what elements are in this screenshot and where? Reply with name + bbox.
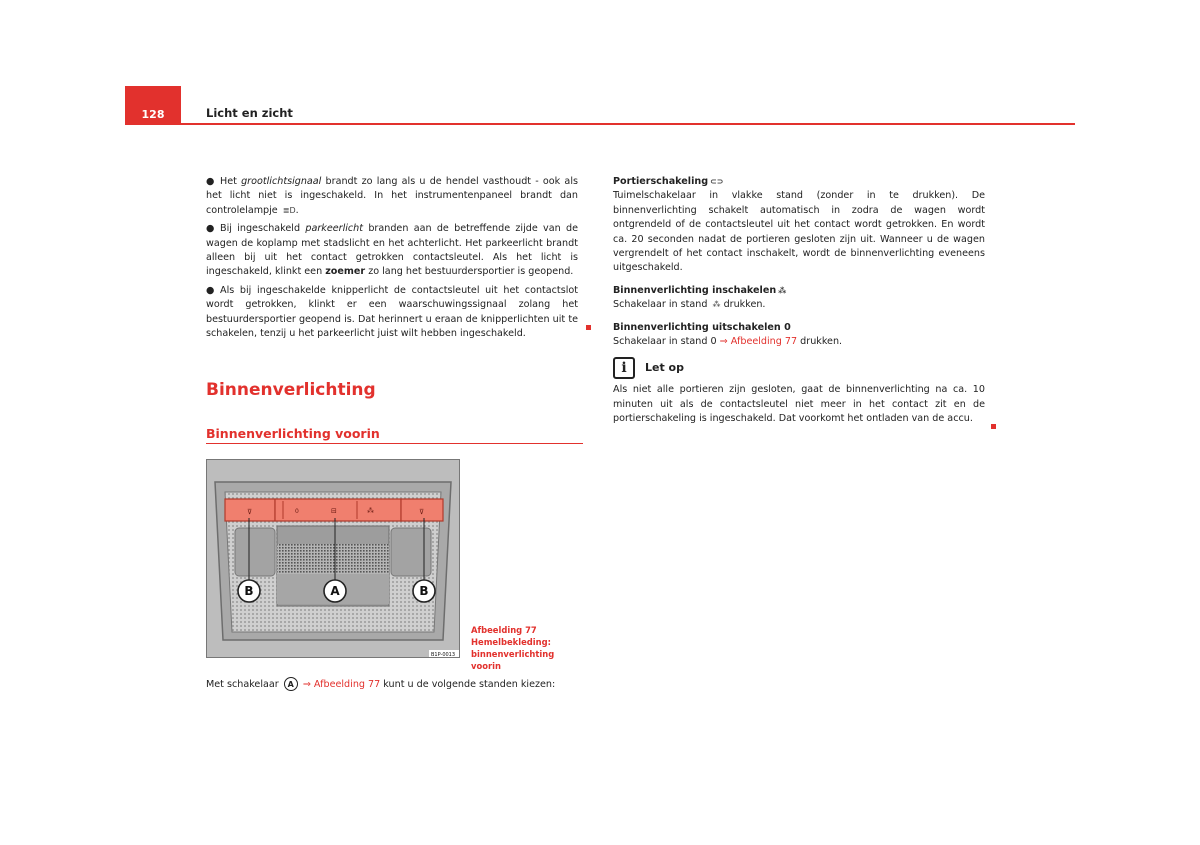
figure-caption: Afbeelding 77 Hemelbekleding: binnenverlichting voorin — [471, 625, 555, 671]
bullet-item: ● Het grootlichtsignaal brandt zo lang als u de hendel vasthoudt - ook als het licht niet is ingeschakeld. In het instrumentenpaneel brandt dan controlelampje ≣D. — [206, 176, 578, 216]
svg-text:⊟: ⊟ — [331, 507, 337, 515]
left-column — [206, 175, 578, 345]
bullet-icon: ● — [206, 284, 215, 296]
figure-overhead-console — [206, 459, 460, 658]
uitschakelen-heading: Binnenverlichting uitschakelen 0 — [613, 321, 791, 333]
bullet-item: ● Bij ingeschakeld parkeerlicht branden aan de betreffende zijde van de wagen de koplamp met stadslicht en het achterlicht. Het parkeerlicht brandt alleen bij uit het contact getrokken contactsleutel. Als het licht is ingeschakeld, klinkt een zoemer zo lang het bestuurdersportier is geopend. — [206, 223, 578, 278]
section-end-marker — [991, 424, 996, 429]
svg-text:⊽: ⊽ — [247, 508, 253, 516]
circle-a-label: A — [284, 677, 298, 691]
figure-code: B1P-0013 — [431, 652, 456, 657]
right-column — [613, 175, 985, 431]
bullet-icon: ● — [206, 223, 215, 235]
inschakelen-text: Schakelaar in stand ⁂ drukken. — [613, 299, 766, 311]
warning-lamp-icon: ≣D — [282, 205, 296, 215]
figure-reference-link[interactable]: ⇒ Afbeelding 77 — [299, 679, 381, 690]
switch-intro-line: Met schakelaar A ⇒ Afbeelding 77 kunt u de volgende standen kiezen: — [206, 679, 556, 690]
svg-text:B: B — [244, 584, 254, 598]
interior-light-icon: ⁂ — [712, 300, 721, 310]
svg-text:A: A — [330, 584, 340, 598]
svg-text:B: B — [419, 584, 429, 598]
subsection-rule — [206, 443, 583, 444]
figure-reference-link[interactable]: ⇒ Afbeelding 77 — [719, 336, 798, 348]
note-header — [613, 357, 985, 379]
uitschakelen-text: Schakelaar in stand 0 ⇒ Afbeelding 77 drukken. — [613, 336, 843, 348]
inschakelen-heading: Binnenverlichting inschakelen ⁂ — [613, 284, 787, 296]
portier-heading: Portierschakeling ⊂⊃ — [613, 176, 724, 187]
running-title: Licht en zicht — [206, 106, 293, 120]
svg-text:⊽: ⊽ — [419, 508, 425, 516]
svg-text:⁂: ⁂ — [367, 507, 374, 515]
info-icon: i — [613, 357, 635, 379]
door-contact-icon: ⊂⊃ — [710, 177, 724, 186]
bullet-icon: ● — [206, 176, 215, 187]
main-light-switch — [275, 499, 401, 521]
subsection-title: Binnenverlichting voorin — [206, 426, 380, 441]
section-end-marker — [586, 325, 591, 330]
interior-light-icon: ⁂ — [778, 285, 787, 295]
note-title: Let op — [645, 361, 684, 375]
header-rule — [125, 123, 1075, 125]
note-text: Als niet alle portieren zijn gesloten, gaat de binnenverlichting na ca. 10 minuten uit als de contactsleutel niet meer in het contact zit en de portierschakeling is ingeschakeld. Dat voorkomt het ontladen van de accu. — [613, 384, 985, 425]
portier-text: Tuimelschakelaar in vlakke stand (zonder in te drukken). De binnenverlichting schakelt automatisch in zodra de wagen wordt ontgrendeld of de contactsleutel uit het contact wordt getrokken. En wordt ca. 20 seconden nadat de portieren gesloten zijn uit. Wanneer u de wagen vergrendelt of het contact inschakelt, wordt de binnenverlichting eveneens uitgeschakeld. — [613, 190, 985, 274]
bullet-item: ● Als bij ingeschakelde knipperlicht de contactsleutel uit het contactslot wordt getrokken, klinkt er een waarschuwingssignaal zolang het bestuurdersportier geopend is. Dat herinnert u eraan de knipperlichten uit te schakelen, tenzij u het parkeerlicht juist wilt hebben ingeschakeld. — [206, 284, 578, 340]
svg-text:0: 0 — [295, 508, 299, 515]
section-title: Binnenverlichting — [206, 380, 376, 400]
page-number: 128 — [125, 86, 181, 124]
overhead-console-illustration — [207, 460, 459, 657]
